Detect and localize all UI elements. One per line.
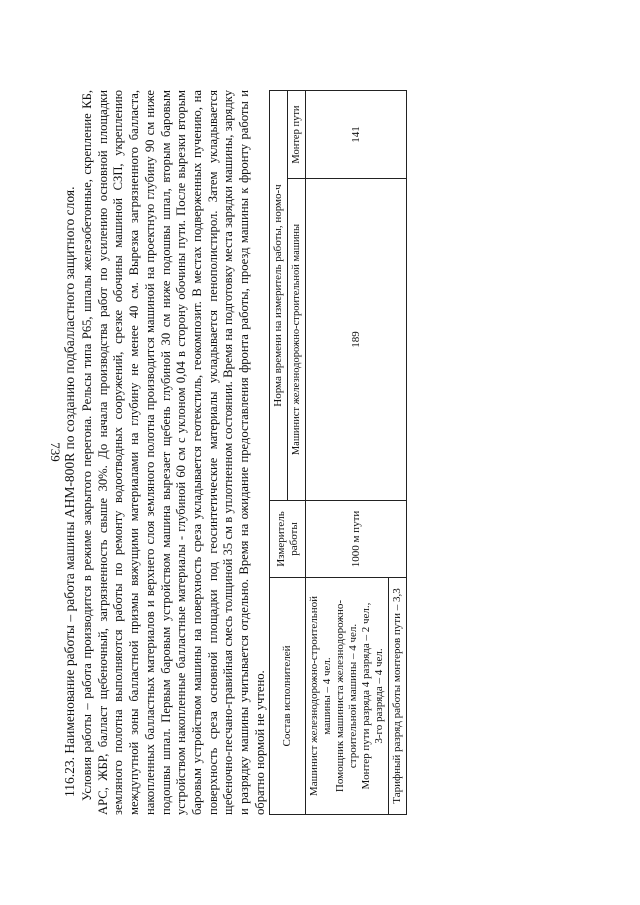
- unit-cell: 1000 м пути: [306, 501, 407, 578]
- subheader-track-worker: Монтер пути: [288, 91, 306, 179]
- norm-table: [269, 90, 407, 815]
- tariff-cell: Тарифный разряд работы монтеров пути – 3,3: [389, 578, 407, 815]
- header-unit: Измеритель работы: [270, 501, 306, 578]
- section-heading: 116.23. Наименование работы – работа машины АНМ-800R по созданию подбалластного защитного слоя.: [62, 186, 77, 797]
- rotated-document: [62, 90, 412, 815]
- subheader-machinist: Машинист железнодорожно-строительной машины: [288, 179, 306, 501]
- composition-line: 3-го разряда – 4 чел.: [373, 648, 386, 744]
- work-conditions-text: Условия работы – работа производится в режиме закрытого перегона. Рельсы типа Р65, шпалы железобетонные, скрепление КБ, АРС, ЖБР, балласт щебеночный, загрязненность свыше 30%. До начала производства работ по усилению основной площадки земляного полотна выполняются работы по ремонту водоотводных сооружений, срезке обочины машиной СЗП, укреплению междупутной зоны балластной призмы вяжущими материалами на глубину не менее 40 см. Вырезка загрязненного балласта, накопленных балластных материалов и верхнего слоя земляного полотна производится машиной на проектную глубину 90 см ниже подошвы шпал. Первым баровым устройством машина вырезает щебень глубиной 30 см ниже подошвы шпал, вторым баровым устройством накопленные балластные материалы - глубиной 60 см с уклоном 0,04 в сторону обочины пути. После вырезки вторым баровым устройством машины на поверхность среза укладывается геотекстиль, геокомпозит. В местах подверженных пучению, на поверхность среза основной площадки под геосинтетические материалы укладывается пенополистирол. Затем укладывается щебеночно-песчано-гравийная смесь толщиной 35 см в уплотненном состоянии. Время на подготовку места зарядки машины, зарядку и разрядку машины учитывается отдельно. Время на ожидание предоставления фронта работы, проезд машины к фронту работы и обратно нормой не учтено.: [80, 90, 267, 815]
- composition-line: Помощник машиниста железнодорожно-строительной машины – 4 чел.: [334, 599, 360, 793]
- norm-machinist-cell: 189: [306, 179, 407, 501]
- header-norm: Норма времени на измеритель работы, нормо-ч: [270, 91, 288, 501]
- norm-track-cell: 141: [306, 91, 407, 179]
- page-number: 739: [47, 442, 63, 462]
- table-row: [306, 91, 389, 815]
- composition-line: Монтер пути разряда 4 разряда – 2 чел.,: [360, 602, 373, 790]
- composition-cell: [306, 578, 389, 815]
- composition-line: Машинист железнодорожно-строительной машины – 4 чел.: [308, 595, 334, 797]
- header-composition: Состав исполнителей: [270, 578, 306, 815]
